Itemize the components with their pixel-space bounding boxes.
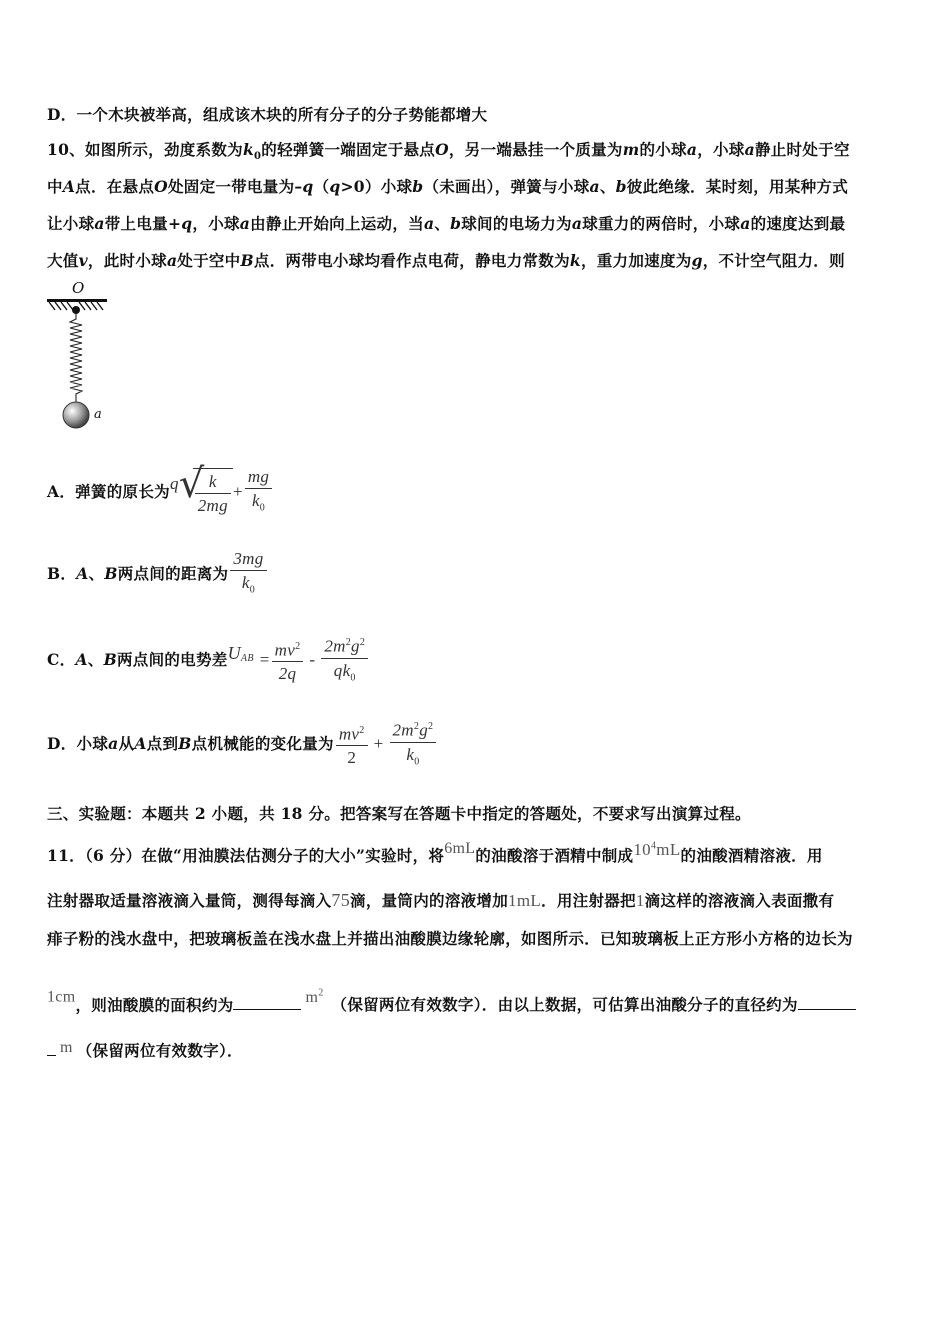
q10-var: B — [240, 251, 254, 270]
option-a-plus: + — [232, 482, 243, 502]
q10-text: 、 — [599, 177, 616, 196]
pivot-point — [72, 306, 80, 314]
option-c-A: A — [75, 650, 88, 670]
option-c-num1: mv — [274, 640, 296, 660]
option-c-text: 两点间的电势差 — [116, 650, 228, 670]
option-d — [47, 716, 438, 774]
option-b-den: k — [241, 573, 250, 592]
option-c-frac1 — [272, 636, 304, 687]
q10-text: 球重力的两倍时，小球 — [582, 214, 741, 233]
q11-text: 痱子粉的浅水盘中，把玻璃板盖在浅水盘上并描出油酸膜边缘轮廓，如图所示．已知玻璃板上正方形小方格的边长为 — [47, 929, 853, 948]
q10-var: b — [615, 177, 627, 196]
ceiling-line — [47, 299, 107, 302]
option-b-num: 3mg — [230, 548, 266, 571]
q10-text: ，小球 — [697, 140, 745, 159]
q11-text: ，则油酸膜的面积约为 — [75, 995, 234, 1015]
q10-sub: 0 — [254, 151, 262, 163]
q11-unit-m-2: m — [60, 1039, 73, 1056]
option-c-minus: - — [309, 650, 316, 670]
option-d-num2: 2m — [392, 720, 414, 740]
q10-var: a — [740, 214, 751, 233]
q10-line-2 — [47, 175, 848, 197]
q11-unit-m: m — [305, 989, 319, 1007]
q11-text: 滴，量筒内的溶液增加 — [350, 891, 509, 910]
option-c — [47, 632, 370, 690]
option-a-q: q — [169, 474, 179, 494]
option-b — [47, 548, 269, 602]
q10-text: 的轻弹簧一端固定于悬点 — [261, 140, 436, 159]
q10-text: 、 — [434, 214, 451, 233]
prev-option-d-text: D．一个木块被举高，组成该木块的所有分子的分子势能都增大 — [47, 105, 488, 124]
q11-text: 的油酸溶于酒精中制成 — [475, 846, 634, 865]
q10-var: a — [166, 251, 178, 270]
q10-var: O — [435, 140, 449, 159]
spring-coil — [70, 314, 82, 402]
option-c-label: C． — [47, 650, 76, 670]
q10-text: 彼此绝缘．某时刻，用某种方式 — [626, 177, 848, 196]
option-c-num2: 2m — [324, 636, 346, 656]
option-c-num2-sup: 2 — [345, 637, 352, 648]
q10-text: 点．两带电小球均看作点电荷，静电力常数为 — [253, 251, 570, 270]
q11-unit-m-sup: 2 — [318, 988, 324, 999]
option-d-frac1 — [336, 720, 368, 771]
option-c-den1: 2q — [278, 664, 297, 684]
q11-text: （保留两位有效数字）．由以上数据，可估算出油酸分子的直径约为 — [331, 995, 798, 1015]
option-b-label: B． — [47, 564, 77, 584]
q10-var: b — [450, 214, 462, 233]
q11-line-5 — [47, 1039, 243, 1061]
option-d-den1: 2 — [347, 748, 357, 768]
option-d-den2-sub: 0 — [414, 756, 420, 768]
q10-text: 由静止开始向上运动，当 — [250, 214, 424, 233]
q11-answer-blank-diameter-cont[interactable] — [47, 1041, 56, 1056]
q10-text: （ — [313, 177, 330, 196]
ball-a — [63, 402, 89, 428]
q10-text: ，另一端悬挂一个质量为 — [448, 140, 623, 159]
q11-answer-blank-diameter[interactable] — [798, 995, 856, 1010]
spring-figure — [44, 279, 124, 434]
q10-text: ，重力加速度为 — [580, 251, 692, 270]
option-c-B: B — [103, 650, 117, 670]
option-d-text: 点机械能的变化量为 — [191, 734, 334, 754]
option-d-text: D．小球 — [47, 734, 109, 754]
option-c-num1-sup: 2 — [295, 640, 301, 652]
option-c-eq: = — [259, 650, 270, 670]
option-d-plus: + — [373, 734, 384, 754]
q10-text: >0）小球 — [340, 177, 413, 196]
q11-value-75: 75 — [331, 890, 351, 910]
q10-var: a — [94, 214, 105, 233]
q11-value-1: 1 — [635, 891, 645, 910]
option-d-num2-g: g — [419, 720, 429, 740]
option-a-sqrt: √ $\frac{k}{2mg}$ — [179, 468, 233, 518]
q10-text: 处固定一带电量为– — [167, 177, 303, 196]
option-d-text: 从 — [118, 734, 135, 754]
option-c-den2-sub: 0 — [350, 672, 356, 684]
q10-text: 静止时处于空 — [754, 140, 850, 159]
ball-label: a — [94, 407, 102, 422]
option-c-U-sub: AB — [240, 653, 254, 665]
q10-var: k — [569, 251, 581, 270]
q10-var: m — [622, 140, 640, 159]
q11-value-6ml: 6mL — [444, 840, 476, 857]
section-3-text: 三、实验题：本题共 2 小题，共 18 分。把答案写在答题卡中指定的答题处，不要求写出演算过程。 — [47, 804, 751, 823]
q10-var: g — [691, 251, 703, 270]
option-b-A: A — [76, 564, 89, 584]
q10-text: （未画出），弹簧与小球 — [423, 177, 590, 196]
q11-text: 11．（6 分）在做“用油膜法估测分子的大小”实验时，将 — [47, 846, 445, 865]
option-a — [47, 461, 274, 520]
q10-var: v — [78, 251, 88, 270]
option-d-A: A — [134, 734, 147, 754]
q10-var: O — [154, 177, 168, 196]
option-c-U: U — [227, 643, 241, 664]
pivot-label: O — [72, 279, 85, 297]
q10-text: ，不计空气阻力．则 — [702, 251, 845, 270]
q10-var: q — [181, 214, 193, 233]
q10-var: A — [62, 177, 76, 196]
option-a-label: A．弹簧的原长为 — [47, 482, 170, 502]
q11-line-2 — [47, 889, 834, 911]
option-d-num1: mv — [338, 724, 360, 744]
q11-text: 滴这样的溶液滴入表面撒有 — [644, 891, 835, 910]
option-d-text: 点到 — [146, 734, 179, 754]
q10-line-3 — [47, 212, 845, 234]
q10-text: 的速度达到最 — [750, 214, 846, 233]
option-c-num2-g: g — [351, 636, 360, 656]
option-a-den1: 2mg — [197, 496, 228, 516]
q10-var: k — [242, 140, 255, 159]
q10-text: 点．在悬点 — [75, 177, 155, 196]
option-d-a: a — [108, 734, 119, 754]
q10-var: a — [589, 177, 600, 196]
q11-text: （保留两位有效数字）． — [76, 1041, 243, 1060]
option-c-num2-sup2: 2 — [359, 637, 366, 648]
option-b-text: 两点间的距离为 — [117, 564, 229, 584]
option-b-sep: 、 — [88, 564, 105, 584]
q11-text: 注射器取适量溶液滴入量筒，测得每滴入 — [47, 891, 332, 910]
q10-var: b — [412, 177, 424, 196]
q11-text: 的油酸酒精溶液．用 — [680, 846, 823, 865]
option-d-den2: k — [406, 744, 415, 764]
section-3-heading — [47, 802, 751, 824]
option-b-frac — [230, 548, 266, 602]
q10-text: 处于空中 — [177, 251, 241, 270]
option-d-B: B — [178, 734, 192, 754]
q10-text: 大值 — [47, 251, 79, 270]
option-b-den-sub: 0 — [249, 584, 256, 596]
option-c-frac2 — [321, 632, 368, 690]
option-d-num2-sup2: 2 — [428, 721, 434, 732]
q11-value-1ml: 1mL — [508, 891, 542, 910]
q10-text: 让小球 — [47, 214, 95, 233]
q10-var: a — [686, 140, 698, 159]
q10-var: q — [302, 177, 314, 196]
option-a-num2: mg — [245, 466, 272, 489]
option-c-sep: 、 — [87, 650, 104, 670]
q11-value-1cm: 1cm — [47, 988, 76, 1006]
q10-line-4 — [47, 249, 845, 271]
option-c-den2: qk — [333, 660, 351, 680]
q10-text: ，此时小球 — [87, 251, 167, 270]
q10-var: q — [329, 177, 341, 196]
q11-answer-blank-area[interactable] — [233, 995, 301, 1010]
spring-diagram — [44, 279, 124, 434]
q10-text: 的小球 — [639, 140, 687, 159]
q10-var: a — [571, 214, 583, 233]
q10-text: 球间的电场力为 — [461, 214, 572, 233]
option-a-den2: k — [251, 491, 260, 510]
q11-line-1 — [47, 840, 823, 866]
q10-var: a — [423, 214, 435, 233]
q10-text: 中 — [47, 177, 63, 196]
option-a-num1: k — [195, 471, 231, 494]
q10-text: 带上电量+ — [104, 214, 182, 233]
option-a-den2-sub: 0 — [259, 502, 266, 514]
q11-value-10: 10 — [633, 840, 651, 859]
q10-text: 10、如图所示，劲度系数为 — [47, 140, 243, 159]
q10-text: ，小球 — [192, 214, 240, 233]
q11-value-ml: mL — [656, 840, 681, 859]
q10-var: a — [239, 214, 251, 233]
q11-line-3 — [47, 927, 853, 949]
q10-line-1 — [47, 138, 850, 162]
option-b-B: B — [104, 564, 118, 584]
option-a-frac2 — [245, 466, 272, 520]
option-d-num1-sup: 2 — [359, 724, 365, 736]
q11-value-10-sup: 4 — [650, 840, 657, 852]
prev-option-d — [47, 103, 487, 125]
q10-var: a — [744, 140, 755, 159]
q11-text: ．用注射器把 — [541, 891, 636, 910]
option-d-frac2 — [390, 716, 437, 774]
q11-line-4 — [47, 988, 856, 1015]
option-d-num2-sup: 2 — [413, 721, 420, 732]
